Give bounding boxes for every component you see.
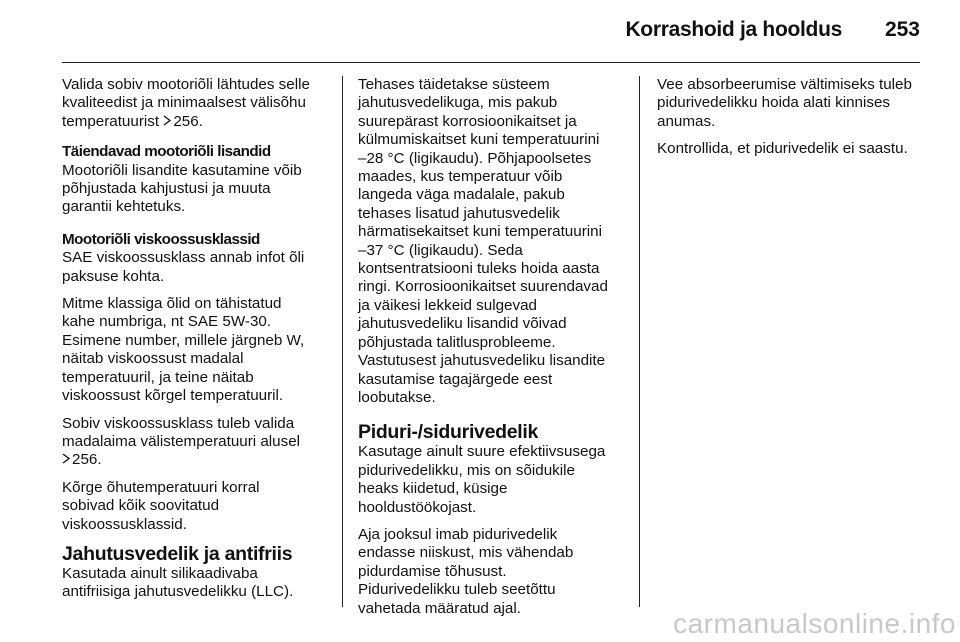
section-brake-fluid — [358, 421, 628, 618]
column-divider-1 — [342, 76, 343, 607]
column-2 — [358, 76, 628, 627]
paragraph-brake-storage: Vee absorbeerumise vältimiseks tuleb pidurivedelikku hoida alati kinnises anumas. — [657, 76, 912, 130]
page-header — [0, 0, 960, 60]
reference-arrow-icon[interactable] — [62, 451, 72, 469]
column-1 — [62, 76, 334, 611]
section-coolant — [62, 543, 334, 602]
section-heading: Piduri-/sidurivedelik — [358, 421, 539, 444]
page-reference[interactable]: 256. — [173, 112, 203, 130]
section-heading: Jahutusvedelik ja antifriis — [62, 542, 293, 565]
paragraph-brake-contamination: Kontrollida, et pidurivedelik ei saastu. — [657, 140, 908, 158]
section-text: Kasutada ainult silikaadivaba antifriisiga jahutusvedelikku (LLC). — [62, 564, 294, 601]
paragraph-coolant-details: Tehases täidetakse süsteem jahutusvedelikuga, mis pakub suurepärast korrosioonikaitset ja külmumiskaitset kuni temperatuurini –28 °C (ligikaudu). Põhjapoolsetes maades, kus temperatuur võib langeda väga madalale, pakub tehases lisatud jahutusvedelik härmatisekaitset kuni temperatuurini –37 °C (ligikaudu). Seda kontsentratsiooni tuleks hoida aasta ringi. Korrosioonikaitset suurendavad ja väikesi lekkeid sulgevad jahutusvedeliku lisandid võivad põhjustada talitlusprobleeme. Vastutusest jahutusvedeliku lisandite kasutamise tagajärgede eest loobutakse. — [358, 76, 608, 406]
reference-arrow-icon[interactable] — [163, 113, 173, 131]
paragraph-oil-choice — [62, 76, 334, 131]
page-reference[interactable]: 256. — [72, 451, 102, 469]
section-text: Kõrge õhutemperatuuri korral sobivad kõik soovitatud viskoossusklassid. — [62, 478, 260, 533]
section-text: SAE viskoossusklass annab infot õli paksuse kohta. — [62, 249, 305, 285]
section-heading: Mootoriõli viskoossusklassid — [62, 230, 260, 248]
column-divider-2 — [639, 76, 640, 607]
section-heading: Täiendavad mootoriõli lisandid — [62, 143, 271, 161]
section-text: Kasutage ainult suure efektiivsusega pidurivedelikku, mis on sõidukile heaks kiidetud, küsige hooldustöökojast. — [358, 443, 606, 516]
section-oil-viscosity — [62, 231, 334, 534]
watermark: carmanualsonline.info — [673, 608, 956, 639]
page-number: 253 — [884, 18, 920, 41]
page-title: Korrashoid ja hooldus — [625, 18, 842, 41]
header-divider — [62, 62, 920, 63]
section-text — [62, 415, 334, 470]
column-3 — [657, 76, 927, 168]
paragraph-text: Valida sobiv mootoriõli lähtudes selle kvaliteedist ja minimaalsest välisõhu temperatuurist — [62, 76, 310, 130]
section-text: Aja jooksul imab pidurivedelik endasse niiskust, mis vähendab pidurdamise tõhusust. Pidurivedelikku tuleb seetõttu vahetada määratud ajal. — [358, 525, 574, 617]
section-oil-additives — [62, 143, 334, 217]
paragraph-text: Sobiv viskoossusklass tuleb valida madalaima välistemperatuuri alusel — [62, 414, 301, 450]
section-text: Mitme klassiga õlid on tähistatud kahe numbriga, nt SAE 5W-30. Esimene number, millele järgneb W, näitab viskoossust madalal temperatuuril, ja teine näitab viskoossust kõrgel temperatuuril. — [62, 295, 305, 405]
section-text: Mootoriõli lisandite kasutamine võib põhjustada kahjustusi ja muuta garantii kehtetuks. — [62, 161, 302, 216]
